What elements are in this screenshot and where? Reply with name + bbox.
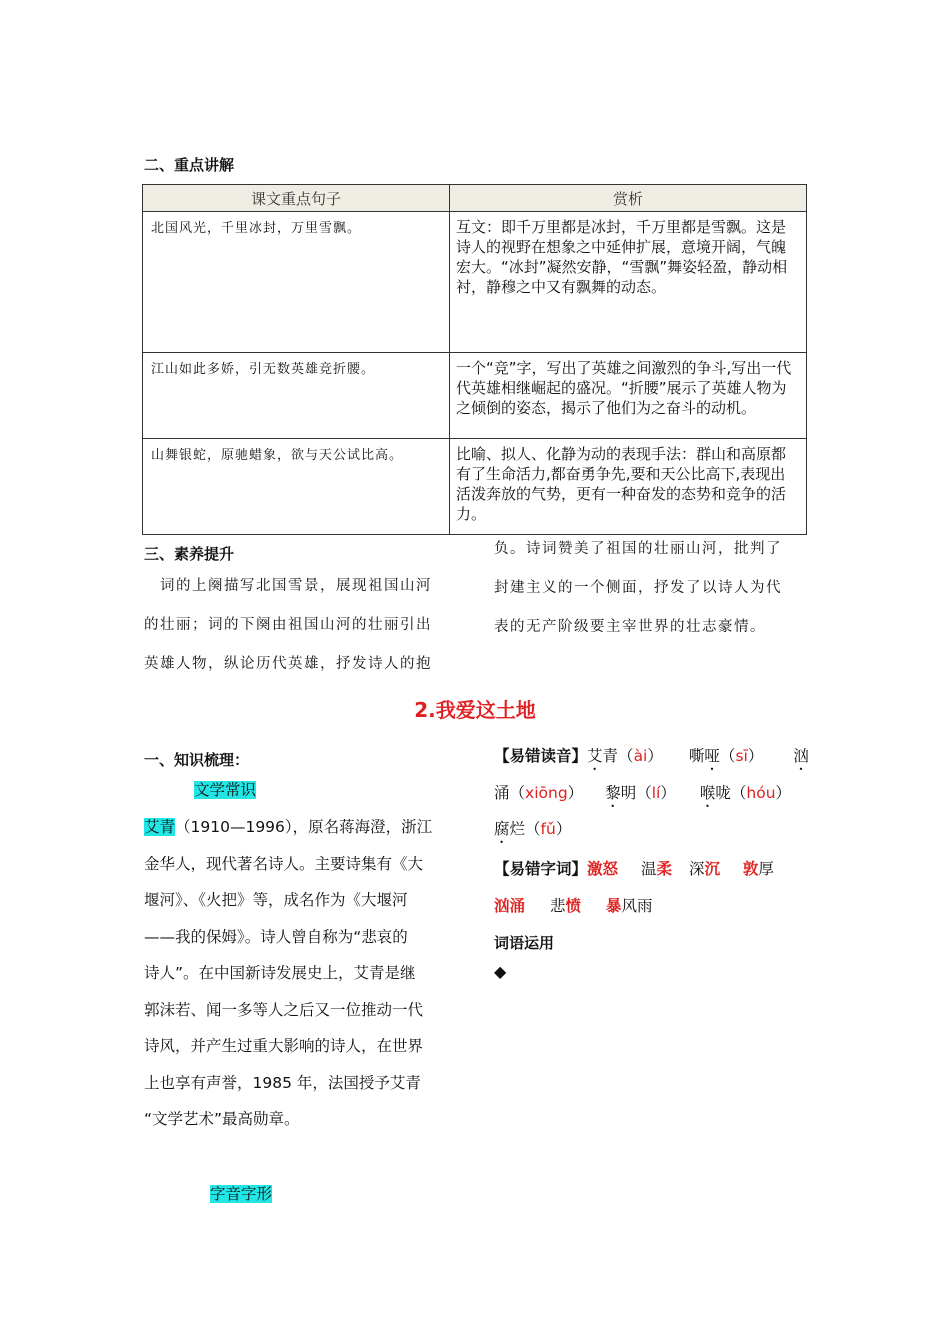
pinyin: （hóu）	[730, 783, 792, 802]
analysis-cell: 一个“竞”字，写出了英雄之间激烈的争斗,写出一代代英雄相继崛起的盛况。“折腰”展示了英雄人物为之倾倒的姿态，揭示了他们为之奋斗的动机。	[450, 353, 807, 439]
text-line: “文学艺术”最高勋章。	[144, 1110, 300, 1128]
table-row	[143, 212, 807, 353]
text-line: 诗人”。在中国新诗发展史上，艾青是继	[144, 964, 416, 982]
text-line: 郭沫若、闻一多等人之后又一位推动一代	[144, 1000, 424, 1019]
pronunciation-block	[494, 738, 814, 848]
lesson-title: 2.我爱这土地	[414, 698, 536, 722]
text-line: 表的无产阶级要主宰世界的壮志豪情。	[494, 619, 766, 635]
key-sentences-table	[142, 184, 807, 535]
highlight-label: 字音字形	[210, 1185, 273, 1203]
pronunciation-item: 腐烂（fǔ）	[494, 820, 572, 838]
pronunciation-item: 黎明（lí）	[605, 783, 676, 802]
pronunciation-item: 喉咙（hóu）	[699, 783, 792, 802]
pronunciation-item: 艾青（ài）	[587, 747, 663, 765]
text-line: 的壮丽；词的下阕由祖国山河的壮丽引出	[144, 617, 432, 633]
sentence-cell: 江山如此多娇，引无数英雄竞折腰。	[143, 353, 450, 439]
word-item: 深沉	[688, 860, 720, 878]
word-item: 激怒	[587, 860, 619, 878]
literacy-paragraph-left	[144, 567, 464, 684]
text-line: 词的上阕描写北国雪景，展现祖国山河	[160, 578, 432, 594]
word-item: 温柔	[640, 860, 672, 878]
sentence-cell: 北国风光，千里冰封，万里雪飘。	[143, 212, 450, 353]
author-bio	[144, 809, 464, 1138]
word-usage-heading: 词语运用	[494, 934, 555, 952]
table-header-analysis: 赏析	[450, 185, 807, 212]
text-line: 诗风，并产生过重大影响的诗人，在世界	[144, 1037, 424, 1055]
author-name: 艾青	[144, 818, 176, 836]
section-heading-literacy: 三、素养提升	[144, 545, 235, 563]
text-line: 上也享有声誉，1985 年，法国授予艾青	[144, 1073, 421, 1092]
pronunciation-item: 汹	[793, 747, 809, 765]
pinyin: （fǔ）	[525, 820, 572, 838]
literary-knowledge-label	[194, 772, 256, 809]
words-label: 【易错字词】	[494, 860, 588, 878]
pinyin: （sī）	[719, 747, 764, 765]
analysis-cell: 互文：即千万里都是冰封，千万里都是雪飘。这是诗人的视野在想象之中延伸扩展，意境开阔，气魄宏大。“冰封”凝然安静，“雪飘”舞姿轻盈，静动相衬，静穆之中又有飘舞的动态。	[450, 212, 807, 353]
text-line: 英雄人物，纵论历代英雄，抒发诗人的抱	[144, 656, 432, 672]
text-line: 堰河》、《火把》等，成名作为《大堰河	[144, 891, 408, 909]
table-row	[143, 439, 807, 535]
word-item: 汹涌	[494, 896, 526, 915]
pronunciation-item: 嘶哑（sī）	[688, 747, 764, 765]
text-line: 金华人，现代著名诗人。主要诗集有《大	[144, 854, 424, 873]
text-line: ——我的保姆》。诗人曾自称为“悲哀的	[144, 927, 408, 946]
text-line: 封建主义的一个侧面，抒发了以诗人为代	[494, 580, 782, 596]
text-line: 负。诗词赞美了祖国的壮丽山河，批判了	[494, 541, 782, 557]
analysis-cell: 比喻、拟人、化静为动的表现手法：群山和高原都有了生命活力,都奋勇争先,要和天公比高下,表现出活泼奔放的气势，更有一种奋发的态势和竞争的活力。	[450, 439, 807, 535]
pinyin: （ài）	[618, 747, 663, 765]
section-heading-key-points: 二、重点讲解	[144, 156, 235, 174]
pinyin: （xiōng）	[509, 783, 584, 802]
pinyin: （lí）	[636, 783, 676, 802]
table-header-sentence: 课文重点句子	[143, 185, 450, 212]
highlight-label: 文学常识	[194, 781, 257, 799]
error-prone-words	[494, 851, 824, 924]
bullet-diamond: ◆	[494, 962, 507, 981]
table-row	[143, 353, 807, 439]
pronunciation-form-label	[210, 1176, 272, 1213]
word-item: 悲愤	[549, 896, 581, 915]
text-line: （1910—1996），原名蒋海澄，浙江	[175, 818, 433, 836]
word-item: 暴风雨	[605, 896, 653, 915]
pronunciation-label: 【易错读音】	[494, 747, 588, 765]
sentence-cell: 山舞银蛇，原驰蜡象，欲与天公试比高。	[143, 439, 450, 535]
section-heading-knowledge: 一、知识梳理：	[144, 751, 250, 769]
pronunciation-item-rest: 涌	[494, 783, 510, 802]
word-item: 敦厚	[742, 860, 774, 878]
literacy-paragraph-right	[494, 530, 814, 647]
